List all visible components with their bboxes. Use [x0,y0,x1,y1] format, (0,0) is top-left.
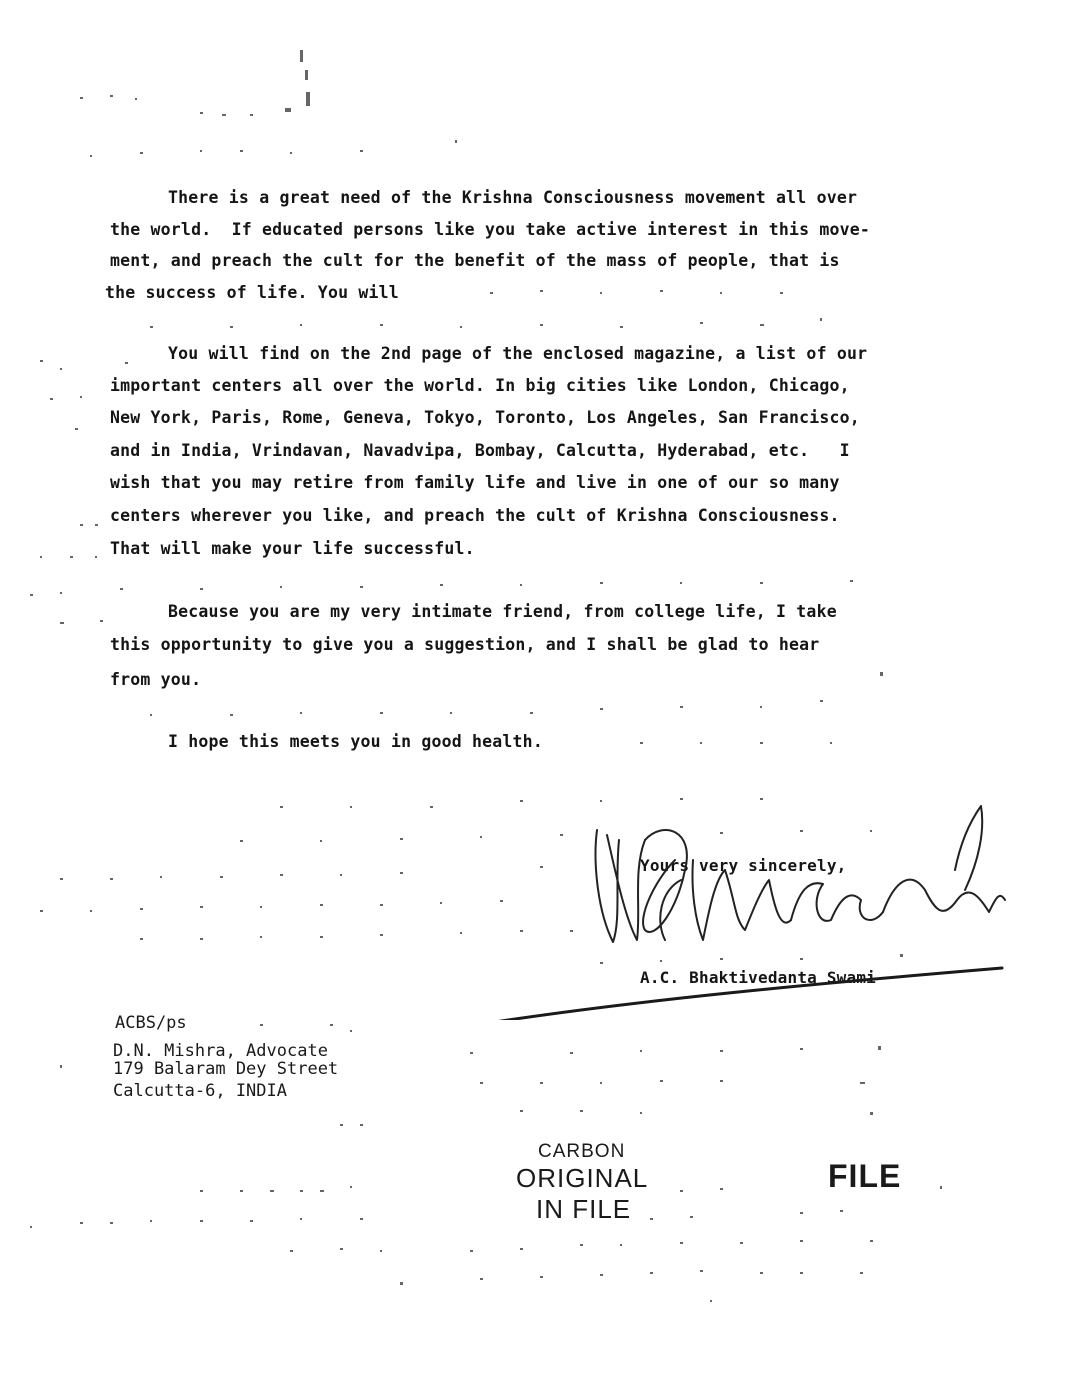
signatory-name: A.C. Bhaktivedanta Swami [640,968,876,987]
signature-underline [490,960,1010,1020]
paragraph-2-line-2: important centers all over the world. In big cities like London, Chicago, [110,376,850,395]
valediction: Yours very sincerely, [640,856,847,875]
paragraph-1-line-1: There is a great need of the Krishna Consciousness movement all over [168,188,858,207]
paragraph-2-line-1: You will find on the 2nd page of the enclosed magazine, a list of our [168,344,868,363]
paragraph-3-line-3: from you. [110,670,202,689]
carbon-stamp-line-3: IN FILE [536,1194,632,1224]
closing-line: I hope this meets you in good health. [168,732,543,751]
paragraph-1-line-3: ment, and preach the cult for the benefit of the mass of people, that is [110,251,840,270]
file-stamp: FILE [828,1158,902,1194]
paragraph-1-line-2: the world. If educated persons like you take active interest in this move- [110,220,871,239]
paragraph-2-line-3: New York, Paris, Rome, Geneva, Tokyo, Toronto, Los Angeles, San Francisco, [110,408,860,427]
paragraph-2-line-4: and in India, Vrindavan, Navadvipa, Bombay, Calcutta, Hyderabad, etc. I [110,441,850,460]
recipient-street: 179 Balaram Dey Street [113,1059,339,1079]
paragraph-2-line-7: That will make your life successful. [110,539,475,558]
handwritten-signature [585,800,1025,950]
paragraph-2-line-6: centers wherever you like, and preach the cult of Krishna Consciousness. [110,506,840,525]
paragraph-3-line-2: this opportunity to give you a suggestion, and I shall be glad to hear [110,635,820,654]
carbon-stamp-line-1: CARBON [538,1141,626,1162]
reference-initials: ACBS/ps [115,1013,187,1033]
recipient-name: D.N. Mishra, Advocate [113,1041,328,1061]
carbon-stamp-line-2: ORIGINAL [516,1163,649,1193]
paragraph-3-line-1: Because you are my very intimate friend, from college life, I take [168,602,837,621]
recipient-city: Calcutta-6, INDIA [113,1081,287,1101]
paragraph-1-line-4: the success of life. You will [105,283,399,302]
paragraph-2-line-5: wish that you may retire from family life and live in one of our so many [110,473,840,492]
